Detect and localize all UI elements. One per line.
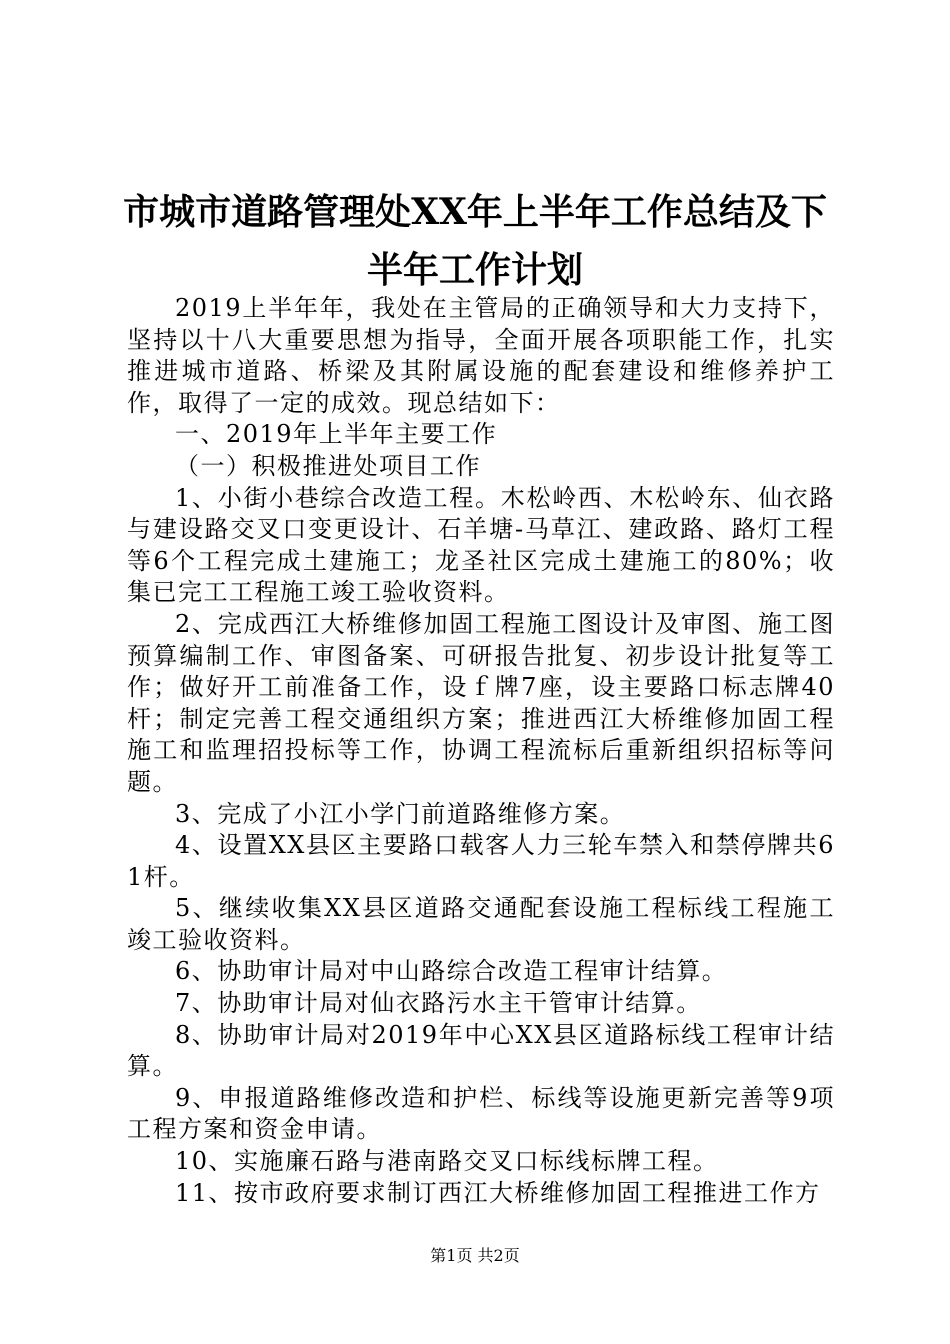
list-item: 3、完成了小江小学门前道路维修方案。: [175, 799, 626, 828]
list-item: 10、实施廉石路与港南路交叉口标线标牌工程。: [175, 1147, 719, 1176]
document-title: [100, 183, 850, 299]
heading-subsection-1: （一）积极推进处项目工作: [175, 451, 481, 480]
page-footer: 第1页 共2页: [430, 1246, 520, 1265]
list-item: 9、申报道路维修改造和护栏、标线等设施更新完善等9项工程方案和资金申请。: [127, 1083, 835, 1144]
list-item: 5、继续收集XX县区道路交通配套设施工程标线工程施工竣工验收资料。: [127, 894, 835, 954]
list-item: 1、小街小巷综合改造工程。木松岭西、木松岭东、仙衣路与建设路交叉口变更设计、石羊塘-马草江、建政路、路灯工程等6个工程完成土建施工；龙圣社区完成土建施工的80%；收集已完工工程施工竣工验收资料。: [127, 483, 835, 607]
list-item: 2、完成西江大桥维修加固工程施工图设计及审图、施工图预算编制工作、审图备案、可研报告批复、初步设计批复等工作；做好开工前准备工作，设ｆ牌7座，设主要路口标志牌40杆；制定完善工程交通组织方案；推进西江大桥维修加固工程施工和监理招投标等工作，协调工程流标后重新组织招标等问题。: [127, 609, 835, 796]
paragraph-intro: 2019上半年年，我处在主管局的正确领导和大力支持下，坚持以十八大重要思想为指导，全面开展各项职能工作，扎实推进城市道路、桥梁及其附属设施的配套建设和维修养护工作，取得了一定的成效。现总结如下：: [127, 294, 835, 417]
list-item: 4、设置XX县区主要路口载客人力三轮车禁入和禁停牌共61杆。: [127, 831, 835, 891]
title-line-2: 半年工作计划: [366, 249, 583, 291]
list-item: 6、协助审计局对中山路综合改造工程审计结算。: [175, 957, 728, 986]
title-line-1: 市城市道路管理处XX年上半年工作总结及下: [123, 191, 827, 233]
list-item: 7、协助审计局对仙衣路污水主干管审计结算。: [175, 989, 702, 1018]
list-item: 11、按市政府要求制订西江大桥维修加固工程推进工作方: [175, 1178, 821, 1207]
list-item: 8、协助审计局对2019年中心XX县区道路标线工程审计结算。: [127, 1020, 835, 1081]
heading-section-1: 一、2019年上半年主要工作: [175, 420, 498, 449]
document-body: [127, 293, 835, 1209]
